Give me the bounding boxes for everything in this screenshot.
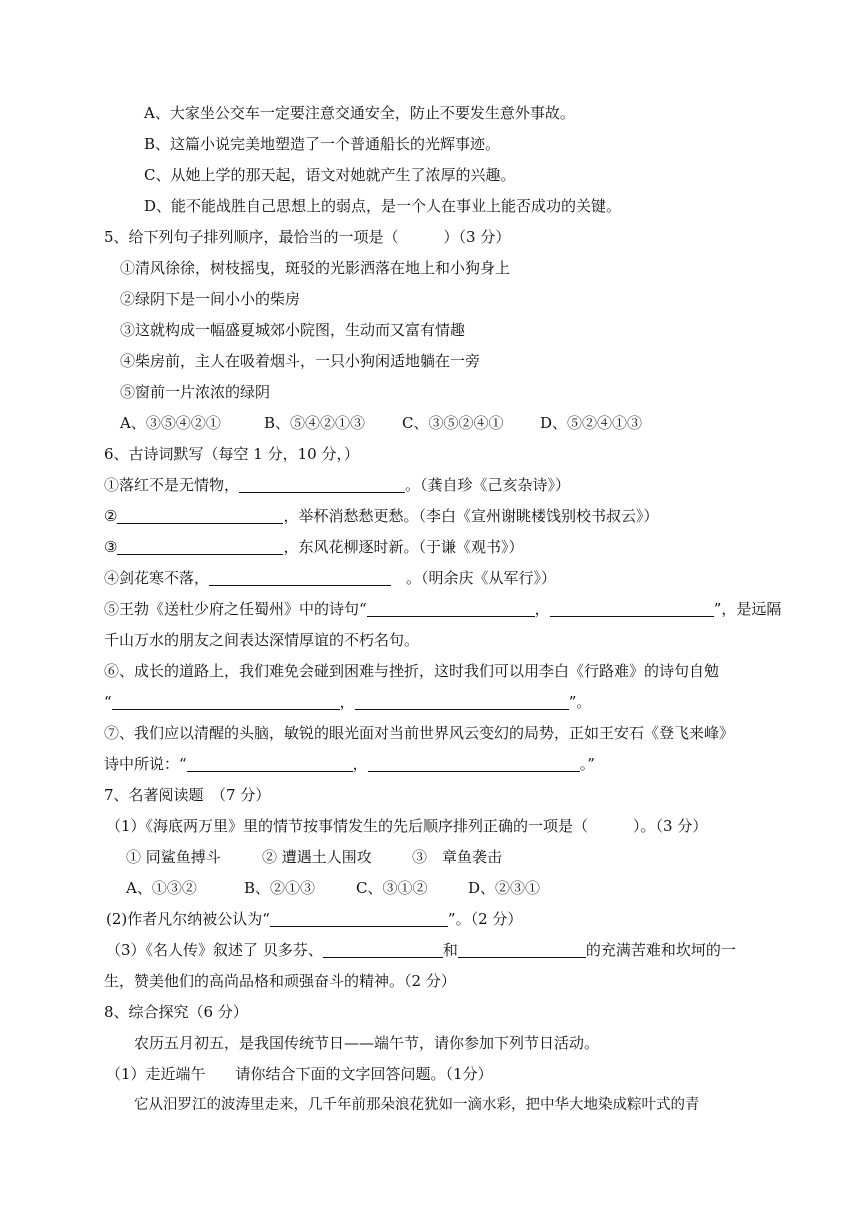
- q6-line-4: [104, 569, 556, 587]
- q7-option-d: D、②③①: [468, 879, 541, 897]
- q7-option-c: C、③①②: [356, 879, 428, 897]
- q7-part-3: [106, 941, 736, 959]
- q6-blank-6a[interactable]: [112, 695, 340, 710]
- q6-line-5-cont: 千山万水的朋友之间表达深情厚谊的不朽名句。: [104, 631, 420, 649]
- q5-sentence-2: ②绿阴下是一间小小的柴房: [120, 290, 301, 308]
- q6-line-7-suffix: 。”: [579, 755, 595, 773]
- q6-blank-5a[interactable]: [367, 602, 535, 617]
- q6-line-5-mid: ，: [534, 600, 550, 618]
- q7-part-3-mid: 和: [442, 941, 458, 959]
- q6-blank-7b[interactable]: [368, 757, 580, 772]
- q7-part-2-suffix: ”。（2 分）: [447, 910, 523, 928]
- q6-blank-5b[interactable]: [550, 602, 714, 617]
- q6-line-1-suffix: 。（龚自珍《己亥杂诗》）: [405, 476, 571, 494]
- q6-line-6-suffix: ”。: [568, 693, 592, 711]
- q5-sentence-3: ③这就构成一幅盛夏城郊小院图，生动而又富有情趣: [120, 321, 466, 339]
- q6-blank-2[interactable]: [117, 509, 283, 524]
- q6-line-2-prefix: ②: [104, 507, 118, 525]
- q4-option-d: D、能不能战胜自己思想上的弱点，是一个人在事业上能否成功的关键。: [144, 197, 622, 215]
- q5-sentence-4: ④柴房前，主人在吸着烟斗，一只小狗闲适地躺在一旁: [120, 352, 481, 370]
- q6-line-7: [104, 755, 595, 773]
- q6-line-2: [104, 507, 658, 525]
- q5-stem: 5、给下列句子排列顺序，最恰当的一项是（ ）（3 分）: [104, 228, 511, 246]
- q5-option-a: A、③⑤④②①: [120, 414, 221, 432]
- q6-blank-4[interactable]: [209, 571, 391, 586]
- q5-option-d: D、⑤②④①③: [540, 414, 643, 432]
- q6-blank-7a[interactable]: [187, 757, 353, 772]
- q6-line-6-prefix: “: [104, 693, 112, 711]
- q6-line-2-suffix: ，举杯消愁愁更愁。（李白《宣州谢眺楼饯别校书叔云》）: [283, 507, 659, 525]
- q6-line-3-prefix: ③: [104, 538, 118, 556]
- q6-line-4-prefix: ④剑花寒不落，: [104, 569, 210, 587]
- q6-line-3-suffix: ，东风花柳逐时新。（于谦《观书》）: [283, 538, 524, 556]
- q6-line-5: [104, 600, 781, 618]
- q6-line-6: [104, 693, 591, 711]
- q6-line-3: [104, 538, 523, 556]
- q7-event-1: ① 同鲨鱼搏斗: [126, 848, 221, 866]
- q5-options: [120, 414, 642, 432]
- q6-stem: 6、古诗词默写（每空 1 分，10 分，）: [104, 445, 359, 463]
- q6-blank-6b[interactable]: [355, 695, 569, 710]
- q7-events: [126, 848, 502, 866]
- q6-line-7-text: ⑦、我们应以清醒的头脑，敏锐的眼光面对当前世界风云变幻的局势，正如王安石《登飞来峰》: [104, 724, 735, 742]
- q4-option-a: A、大家坐公交车一定要注意交通安全，防止不要发生意外事故。: [144, 104, 575, 122]
- q5-option-b: B、⑤④②①③: [264, 414, 366, 432]
- q7-part-3-prefix: （3）《名人传》叙述了 贝多芬、: [106, 941, 323, 959]
- q6-line-7-prefix: 诗中所说：“: [104, 755, 187, 773]
- q8-passage: 它从汨罗江的波涛里走来，几千年前那朵浪花犹如一滴水彩，把中华大地染成粽叶式的青: [134, 1097, 700, 1113]
- q6-line-5-suffix: ”，是远隔: [713, 600, 782, 618]
- q7-part-3-suffix: 的充满苦难和坎坷的一: [585, 941, 736, 959]
- q7-part-1: （1）《海底两万里》里的情节按事情发生的先后顺序排列正确的一项是（ ）。（3 分）: [106, 817, 708, 835]
- q7-part-2-prefix: (2)作者凡尔纳被公认为“: [106, 910, 270, 928]
- q6-line-4-suffix: 。（明余庆《从军行》）: [391, 569, 557, 587]
- q4-option-b: B、这篇小说完美地塑造了一个普通船长的光辉事迹。: [144, 135, 501, 153]
- q6-line-1-prefix: ①落红不是无情物，: [104, 476, 240, 494]
- q7-options: [126, 879, 540, 897]
- q4-option-c: C、从她上学的那天起，语文对她就产生了浓厚的兴趣。: [144, 166, 516, 184]
- q7-stem: 7、名著阅读题 （7 分）: [104, 786, 271, 804]
- q6-blank-3[interactable]: [117, 540, 283, 555]
- q7-option-a: A、①③②: [126, 879, 197, 897]
- q6-blank-1[interactable]: [239, 478, 405, 493]
- q7-option-b: B、②①③: [244, 879, 316, 897]
- q8-intro: 农历五月初五，是我国传统节日——端午节，请你参加下列节日活动。: [134, 1034, 600, 1052]
- q7-blank-3a[interactable]: [323, 943, 443, 958]
- q5-option-c: C、③⑤②④①: [402, 414, 504, 432]
- q7-event-2: ② 遭遇土人围攻: [262, 848, 372, 866]
- q6-line-6-mid: ，: [339, 693, 355, 711]
- q5-sentence-5: ⑤窗前一片浓浓的绿阴: [120, 383, 271, 401]
- q5-sentence-1: ①清风徐徐，树枝摇曳，斑驳的光影洒落在地上和小狗身上: [120, 259, 511, 277]
- q8-stem: 8、综合探究（6 分）: [104, 1003, 248, 1021]
- q7-part-2: [106, 910, 522, 928]
- q6-line-1: [104, 476, 570, 494]
- q6-line-6-text: ⑥、成长的道路上，我们难免会碰到困难与挫折，这时我们可以用李白《行路难》的诗句自勉: [104, 662, 720, 680]
- q7-blank-2[interactable]: [270, 912, 448, 927]
- q7-blank-3b[interactable]: [458, 943, 586, 958]
- q6-line-7-mid: ，: [352, 755, 368, 773]
- q8-part-1: （1）走近端午 请你结合下面的文字回答问题。（1分）: [106, 1065, 493, 1083]
- q7-part-3-cont: 生，赞美他们的高尚品格和顽强奋斗的精神。（2 分）: [104, 972, 456, 990]
- q6-line-5-prefix: ⑤王勃《送杜少府之任蜀州》中的诗句“: [104, 600, 367, 618]
- q7-event-3: ③ 章鱼袭击: [412, 848, 503, 866]
